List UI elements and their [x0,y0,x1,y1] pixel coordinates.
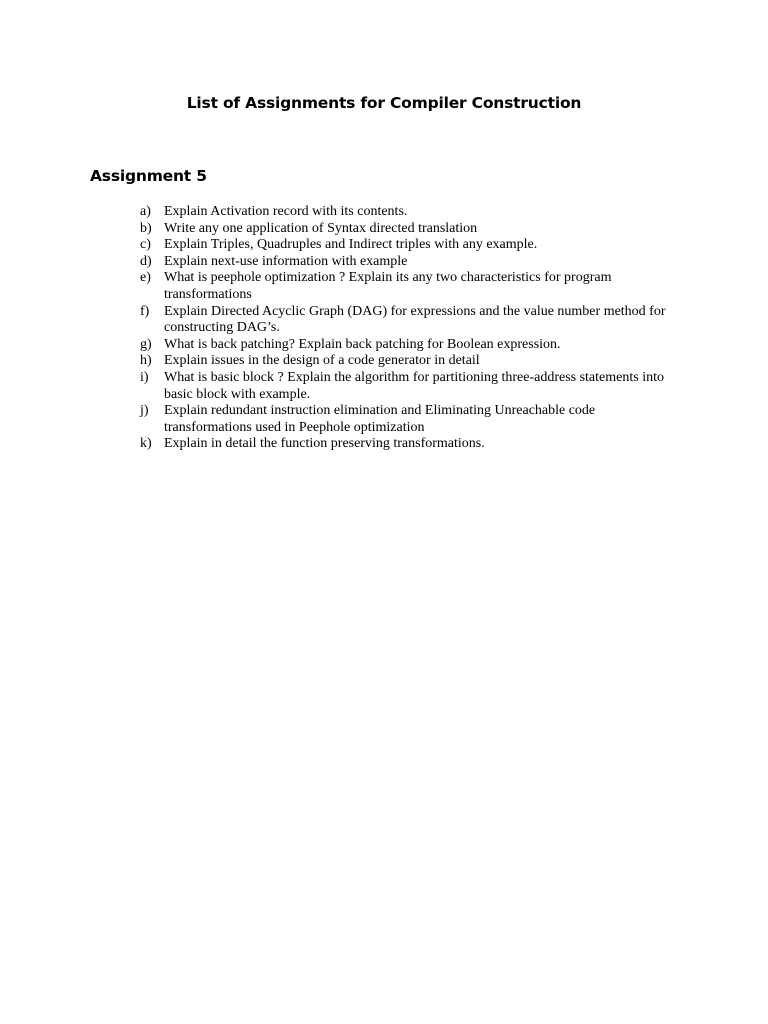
question-text: Explain issues in the design of a code generator in detail [164,353,480,369]
question-marker: d) [140,253,152,269]
question-item-i [126,370,686,403]
question-text: Write any one application of Syntax directed translation [164,220,478,236]
question-item-c [126,237,686,254]
question-list [126,204,686,453]
question-text: Explain redundant instruction elimination and Eliminating Unreachable code transformations used in Peephole optimization [164,403,596,435]
question-marker: f) [140,303,150,319]
question-text: Explain Directed Acyclic Graph (DAG) for expressions and the value number method for constructing DAG’s. [164,303,666,336]
question-item-b [126,221,686,238]
question-text: What is peephole optimization ? Explain its any two characteristics for program transformations [164,270,612,302]
question-marker: h) [140,353,152,369]
question-item-k [126,436,686,453]
question-item-e [126,270,686,303]
question-item-g [126,337,686,354]
question-text: Explain Triples, Quadruples and Indirect triples with any example. [164,237,538,253]
question-marker: k) [140,436,152,452]
question-item-a [126,204,686,221]
question-marker: b) [140,220,152,236]
question-text: Explain Activation record with its contents. [164,204,408,219]
question-marker: c) [140,237,151,253]
question-text: Explain next-use information with example [164,253,408,269]
question-text: Explain in detail the function preserving transformations. [164,436,485,452]
assignment-heading: Assignment 5 [90,167,207,185]
question-item-j [126,403,686,436]
question-marker: e) [140,270,151,286]
question-marker: a) [140,204,151,219]
question-item-h [126,353,686,370]
question-text: What is basic block ? Explain the algorithm for partitioning three-address statements into basic block with example. [164,369,664,402]
question-marker: j) [140,403,149,419]
question-item-f [126,304,686,337]
question-text: What is back patching? Explain back patching for Boolean expression. [164,336,561,352]
question-item-d [126,254,686,271]
document-title: List of Assignments for Compiler Construction [186,94,582,112]
question-marker: i) [140,369,149,385]
question-marker: g) [140,336,152,352]
